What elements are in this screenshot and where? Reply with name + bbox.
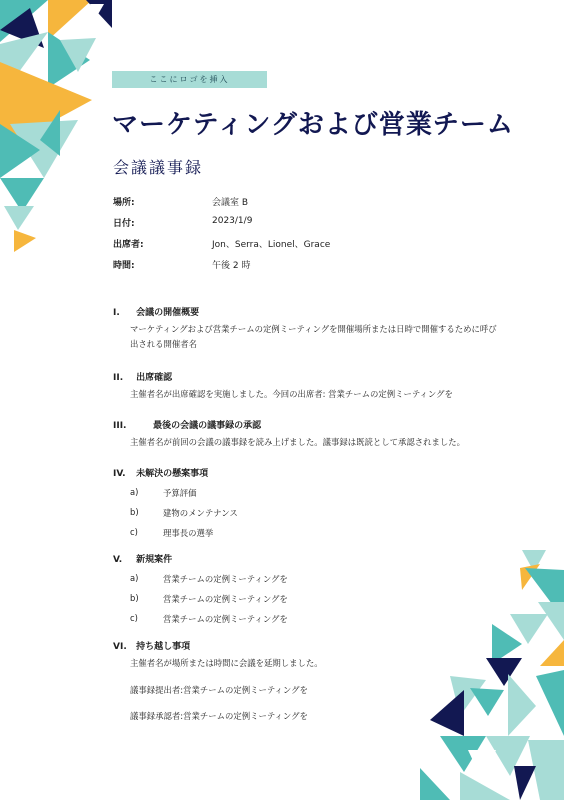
info-value: Jon、Serra、Lionel、Grace xyxy=(212,240,331,250)
list-marker: a) xyxy=(130,487,139,497)
section-heading-6 xyxy=(113,639,190,652)
section-number: VI. xyxy=(113,642,127,652)
section-number: II. xyxy=(113,373,124,383)
list-text: 営業チームの定例ミーティングを xyxy=(163,614,288,624)
info-label: 場所: xyxy=(113,198,135,208)
section-heading-3 xyxy=(113,418,261,431)
list-marker: c) xyxy=(130,613,138,623)
section-title: 出席確認 xyxy=(136,373,173,383)
list-text: 建物のメンテナンス xyxy=(163,508,238,518)
list-text: 営業チームの定例ミーティングを xyxy=(163,574,288,584)
section-number: III. xyxy=(113,421,127,431)
section-body-3: 主催者名が前回の会議の議事録を読み上げました。議事録は既読として承認されました。 xyxy=(130,437,465,447)
section-heading-5 xyxy=(113,552,172,565)
section-title: 未解決の懸案事項 xyxy=(136,469,209,479)
document-subtitle: 会議議事録 xyxy=(113,158,204,177)
info-value: 午後 2 時 xyxy=(212,261,251,271)
section-heading-4 xyxy=(113,466,208,479)
info-label: 日付: xyxy=(113,219,135,229)
list-marker: b) xyxy=(130,593,139,603)
section-body-1: マーケティングおよび営業チームの定例ミーティングを開催場所または日時で開催するために呼び出される開催者名 xyxy=(130,324,497,349)
carryover-line: 議事録提出者:営業チームの定例ミーティングを xyxy=(130,685,308,695)
section-title: 最後の会議の議事録の承認 xyxy=(153,421,262,431)
list-text: 予算評価 xyxy=(163,488,197,498)
list-marker: a) xyxy=(130,573,139,583)
section-heading-1 xyxy=(113,305,199,318)
document-title: マーケティングおよび営業チーム xyxy=(112,110,514,140)
section-body-2: 主催者名が出席確認を実施しました。今回の出席者: 営業チームの定例ミーティングを xyxy=(130,389,453,399)
decorative-triangles-top-left xyxy=(0,0,112,260)
info-value: 会議室 B xyxy=(212,198,249,208)
info-label: 出席者: xyxy=(113,240,144,250)
section-number: I. xyxy=(113,308,120,318)
section-title: 持ち越し事項 xyxy=(136,642,191,652)
section-title: 新規案件 xyxy=(136,555,173,565)
info-label: 時間: xyxy=(113,261,135,271)
section-title: 会議の開催概要 xyxy=(136,308,200,318)
list-text: 営業チームの定例ミーティングを xyxy=(163,594,288,604)
list-text: 理事長の選挙 xyxy=(163,528,214,538)
section-number: V. xyxy=(113,555,123,565)
carryover-line: 主催者名が場所または時間に会議を延期しました。 xyxy=(130,658,323,668)
section-number: IV. xyxy=(113,469,126,479)
list-marker: b) xyxy=(130,507,139,517)
logo-placeholder[interactable]: ここにロゴを挿入 xyxy=(112,71,267,88)
list-marker: c) xyxy=(130,527,138,537)
carryover-line: 議事録承認者:営業チームの定例ミーティングを xyxy=(130,711,308,721)
section-heading-2 xyxy=(113,370,172,383)
info-value: 2023/1/9 xyxy=(212,216,253,226)
